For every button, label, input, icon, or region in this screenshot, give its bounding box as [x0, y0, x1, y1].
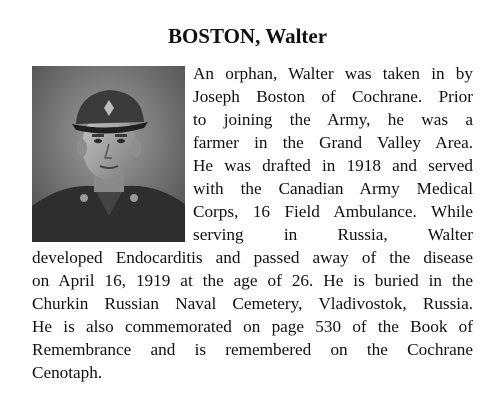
text-line: serving in Russia, Walter [193, 225, 473, 244]
text-line: developed Endocarditis and passed away of the disease [32, 248, 473, 267]
text-line: He is also commemorated on page 530 of the Book of [32, 317, 473, 336]
text-line: farmer in the Grand Valley Area. [193, 133, 473, 152]
text-line: with the Canadian Army Medical [193, 179, 473, 198]
text-line: to joining the Army, he was a [193, 110, 473, 129]
text-line: on April 16, 1919 at the age of 26. He is buried in the [32, 271, 473, 290]
text-line: Remembrance and is remembered on the Cochrane [32, 340, 473, 359]
text-line: Cenotaph. [32, 363, 103, 382]
soldier-portrait-photo [32, 66, 185, 242]
text-line: An orphan, Walter was taken in by [193, 64, 473, 83]
text-line: Joseph Boston of Cochrane. Prior [193, 87, 473, 106]
text-line: He was drafted in 1918 and served [193, 156, 473, 175]
text-line: Churkin Russian Naval Cemetery, Vladivostok, Russia. [32, 294, 473, 313]
soldier-name-heading: BOSTON, Walter [167, 24, 328, 48]
text-line: Corps, 16 Field Ambulance. While [193, 202, 473, 221]
